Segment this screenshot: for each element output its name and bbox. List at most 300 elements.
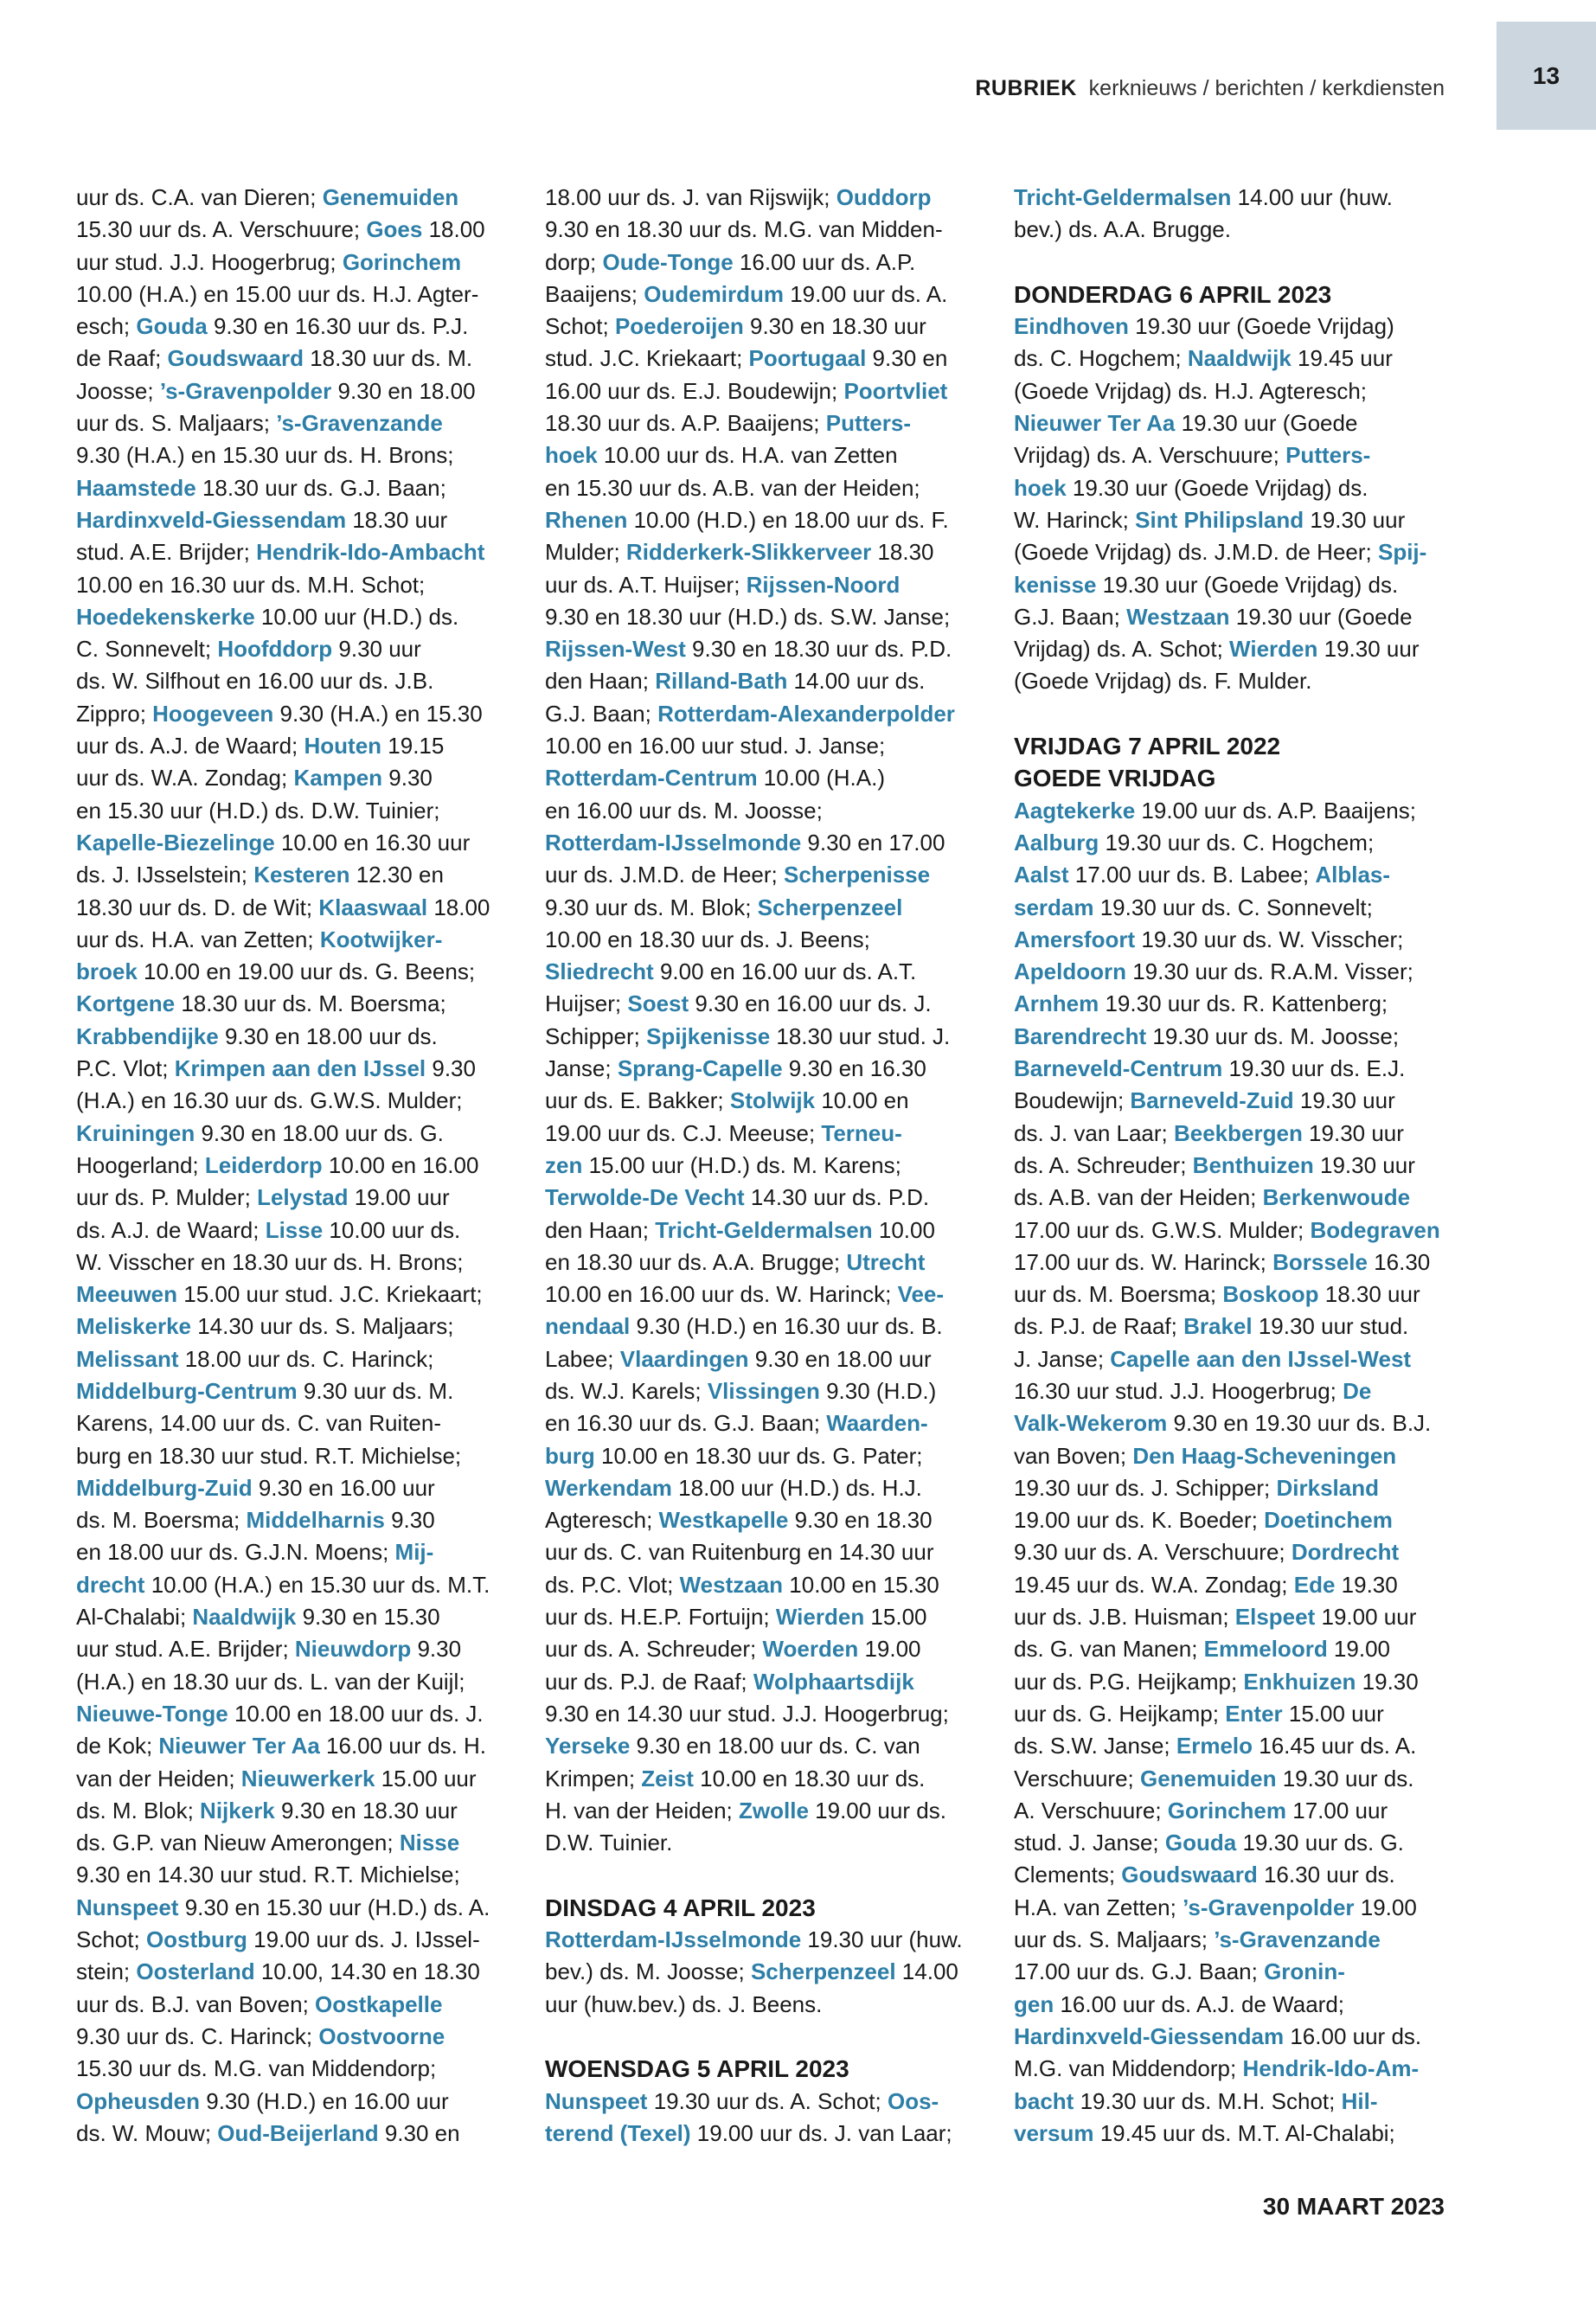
service-details: 19.00 — [1354, 1894, 1417, 1920]
service-details: 9.30 (H.A.) en 15.30 uur ds. H. Brons; — [76, 442, 454, 469]
place-name: Waarden- — [826, 1410, 928, 1437]
place-name: Stolwijk — [729, 1087, 816, 1114]
service-details: Vrijdag) ds. A. Schot; — [1014, 636, 1230, 663]
place-name: Hil- — [1341, 2087, 1378, 2114]
place-name: Arnhem — [1014, 990, 1099, 1017]
place-name: Klaaswaal — [318, 894, 428, 920]
text-line — [545, 375, 982, 407]
service-details: 14.00 — [895, 1958, 958, 1985]
service-details: 19.00 uur ds. A. — [783, 280, 948, 307]
service-details: Boudewijn; — [1014, 1087, 1131, 1114]
text-line — [545, 1569, 982, 1601]
service-details: 9.30 en 16.30 — [782, 1055, 926, 1082]
text-line — [545, 1440, 982, 1472]
text-line — [76, 1407, 513, 1439]
text-line — [76, 1666, 513, 1698]
service-details: ds. W.J. Karels; — [545, 1377, 708, 1404]
place-name: Oude-Tonge — [602, 248, 734, 275]
text-line — [76, 1859, 513, 1891]
service-details: uur ds. B.J. van Boven; — [76, 1990, 316, 2017]
service-details: 19.15 — [381, 733, 445, 760]
place-name: Genemuiden — [1139, 1765, 1277, 1791]
service-details: 9.30 en 14.30 uur stud. R.T. Michielse; — [76, 1862, 460, 1888]
text-line — [545, 182, 982, 214]
service-details: uur ds. S. Maljaars; — [1014, 1926, 1215, 1953]
text-line — [1014, 1472, 1451, 1504]
service-details: 15.00 — [864, 1604, 927, 1631]
service-details: ds. A.B. van der Heiden; — [1014, 1184, 1263, 1211]
text-line — [1014, 214, 1451, 246]
service-details: stein; — [76, 1958, 137, 1985]
place-name: Rotterdam-IJsselmonde — [545, 829, 802, 856]
place-name: Gouda — [1164, 1830, 1237, 1856]
service-details: H.A. van Zetten; — [1014, 1894, 1183, 1920]
text-line — [76, 375, 513, 407]
place-name: Sprang-Capelle — [617, 1055, 783, 1082]
place-name: Dirksland — [1276, 1474, 1380, 1501]
text-line — [545, 311, 982, 343]
service-details: 9.30 en 18.30 — [788, 1507, 933, 1534]
service-details: ds. G.P. van Nieuw Amerongen; — [76, 1830, 400, 1856]
service-details: 10.00 en 15.30 — [783, 1571, 939, 1598]
text-line — [76, 407, 513, 439]
service-details: uur ds. J.M.D. de Heer; — [545, 862, 784, 888]
text-line — [1014, 1666, 1451, 1698]
text-line — [76, 1118, 513, 1150]
service-details: uur ds. M. Boersma; — [1014, 1281, 1223, 1308]
service-details: 10.00 uur (H.D.) ds. — [254, 603, 459, 630]
text-line — [76, 536, 513, 568]
service-details: ds. J. IJsselstein; — [76, 862, 254, 888]
service-details: uur ds. E. Bakker; — [545, 1087, 730, 1114]
service-details: 9.30 — [384, 1507, 435, 1534]
text-line — [76, 214, 513, 246]
text-line — [1014, 2118, 1451, 2150]
service-details: 17.00 uur ds. G.W.S. Mulder; — [1014, 1216, 1311, 1243]
service-details: 18.00 uur ds. C. Harinck; — [178, 1345, 434, 1372]
text-line — [545, 569, 982, 601]
place-name: Bodegraven — [1310, 1216, 1440, 1243]
text-line — [545, 859, 982, 891]
text-line — [1014, 1827, 1451, 1859]
text-line — [545, 1666, 982, 1698]
text-line — [1014, 1633, 1451, 1665]
service-details: uur ds. J.B. Huisman; — [1014, 1604, 1235, 1631]
place-name: Rotterdam-Alexanderpolder — [657, 700, 955, 727]
service-details: 19.00 uur ds. J. IJssel- — [247, 1926, 480, 1953]
text-line — [545, 1472, 982, 1504]
text-line — [1014, 1375, 1451, 1407]
text-line — [76, 2086, 513, 2118]
service-details: 10.00 uur ds. H.A. van Zetten — [597, 442, 898, 469]
text-line — [76, 859, 513, 891]
service-details: Agteresch; — [545, 1507, 659, 1534]
service-details: Krimpen; — [545, 1765, 642, 1791]
place-name: nendaal — [545, 1313, 631, 1340]
service-details: 16.30 — [1367, 1248, 1431, 1275]
place-name: Utrecht — [846, 1248, 926, 1275]
place-name: Middelharnis — [246, 1507, 385, 1534]
text-line — [1014, 1763, 1451, 1795]
service-details: ds. W. Silfhout en 16.00 uur ds. J.B. — [76, 668, 434, 695]
place-name: Middelburg-Zuid — [76, 1474, 253, 1501]
service-details: en 18.30 uur ds. A.A. Brugge; — [545, 1248, 847, 1275]
text-line — [1014, 1118, 1451, 1150]
text-line — [1014, 1795, 1451, 1827]
service-details: W. Harinck; — [1014, 506, 1136, 533]
service-details: 9.30 uur ds. A. Verschuure; — [1014, 1539, 1292, 1566]
text-line — [545, 924, 982, 956]
text-line — [545, 472, 982, 504]
place-name: Hoogeveen — [152, 700, 274, 727]
text-line — [1014, 795, 1451, 827]
text-line — [1014, 472, 1451, 504]
service-details: 19.30 uur ds. R.A.M. Visser; — [1126, 958, 1413, 985]
place-name: Den Haag-Scheveningen — [1132, 1442, 1397, 1469]
place-name: hoek — [1014, 474, 1067, 501]
text-line — [76, 1536, 513, 1568]
service-details: Schot; — [545, 313, 615, 340]
service-details: Schipper; — [545, 1022, 647, 1049]
text-line — [76, 1085, 513, 1117]
service-details: van der Heiden; — [76, 1765, 241, 1791]
service-details: 19.00 uur ds. C.J. Meeuse; — [545, 1119, 822, 1146]
service-details: H. van der Heiden; — [545, 1797, 740, 1823]
text-line — [1014, 1021, 1451, 1053]
text-line — [76, 1633, 513, 1665]
text-line — [1014, 1215, 1451, 1247]
text-line — [545, 1021, 982, 1053]
service-details: ds. J. van Laar; — [1014, 1119, 1174, 1146]
text-line — [545, 762, 982, 794]
service-details: 19.30 uur (Goede Vrijdag) ds. — [1066, 474, 1368, 501]
place-name: Kootwijker- — [319, 926, 443, 952]
service-details: 9.30 en 18.00 uur ds. — [218, 1022, 438, 1049]
service-details: 9.30 — [426, 1055, 476, 1082]
service-details: 18.30 uur ds. M. Boersma; — [175, 990, 446, 1017]
text-line — [545, 601, 982, 633]
service-details: 9.30 uur ds. M. — [297, 1377, 454, 1404]
service-details: A. Verschuure; — [1014, 1797, 1168, 1823]
place-name: ’s-Gravenzande — [1214, 1926, 1381, 1953]
text-line — [76, 1924, 513, 1956]
place-name: Ede — [1293, 1571, 1336, 1598]
place-name: Kapelle-Biezelinge — [76, 829, 275, 856]
text-line — [1014, 1924, 1451, 1956]
day-heading: GOEDE VRIJDAG — [1014, 765, 1216, 792]
text-line — [545, 1053, 982, 1085]
text-line — [545, 795, 982, 827]
text-line — [76, 1730, 513, 1762]
service-details: 19.00 uur ds. A.P. Baaijens; — [1135, 797, 1416, 824]
text-line — [1014, 988, 1451, 1020]
text-line — [1014, 2053, 1451, 2085]
place-name: bacht — [1014, 2087, 1074, 2114]
service-details: 9.30 en 18.30 uur ds. M.G. van Midden- — [545, 216, 943, 243]
place-name: Nieuwdorp — [294, 1636, 412, 1663]
service-details: 18.30 uur stud. J. — [770, 1022, 951, 1049]
service-details: 9.30 (H.D.) en 16.30 uur ds. B. — [630, 1313, 943, 1340]
text-line — [76, 1472, 513, 1504]
service-details: 10.00, 14.30 en 18.30 — [254, 1958, 480, 1985]
place-name: Spijkenisse — [646, 1022, 771, 1049]
text-line — [76, 1827, 513, 1859]
service-details: 15.00 uur — [1282, 1700, 1384, 1727]
service-details: 9.30 — [382, 765, 433, 792]
place-name: Gorinchem — [1167, 1797, 1287, 1823]
place-name: hoek — [545, 442, 598, 469]
place-name: Vee- — [897, 1281, 945, 1308]
text-line — [76, 601, 513, 633]
service-details: ds. G. van Manen; — [1014, 1636, 1204, 1663]
service-details: den Haan; — [545, 1216, 656, 1243]
service-details: 16.45 uur ds. A. — [1253, 1733, 1417, 1759]
text-line — [76, 795, 513, 827]
place-name: Aagtekerke — [1014, 797, 1136, 824]
page-number: 13 — [1532, 61, 1561, 89]
place-name: drecht — [76, 1571, 145, 1598]
service-details: Baaijens; — [545, 280, 644, 307]
service-details: uur stud. A.E. Brijder; — [76, 1636, 295, 1663]
service-details: 18.30 uur ds. D. de Wit; — [76, 894, 319, 920]
place-name: Poortugaal — [748, 345, 867, 372]
text-line — [1014, 569, 1451, 601]
day-heading: VRIJDAG 7 APRIL 2022 — [1014, 733, 1281, 760]
service-details: (H.A.) en 18.30 uur ds. L. van der Kuijl; — [76, 1668, 465, 1695]
service-details: 15.30 uur ds. A. Verschuure; — [76, 216, 367, 243]
service-details: burg en 18.30 uur stud. R.T. Michielse; — [76, 1442, 462, 1469]
text-line — [1014, 182, 1451, 214]
service-details: 15.30 uur ds. M.G. van Middendorp; — [76, 2055, 437, 2082]
text-line — [1014, 1407, 1451, 1439]
text-line — [76, 439, 513, 471]
place-name: Wierden — [775, 1604, 865, 1631]
text-line — [76, 1279, 513, 1311]
service-details: en 15.30 uur ds. A.B. van der Heiden; — [545, 474, 920, 501]
text-line — [1014, 1892, 1451, 1924]
service-details: esch; — [76, 313, 137, 340]
place-name: Soest — [627, 990, 689, 1017]
text-line — [545, 665, 982, 697]
place-name: Oudemirdum — [644, 280, 784, 307]
place-name: Goudswaard — [1121, 1862, 1258, 1888]
place-name: Wierden — [1229, 636, 1318, 663]
place-name: Putters- — [825, 410, 911, 437]
text-line — [1014, 1536, 1451, 1568]
service-details: uur ds. C. van Ruitenburg en 14.30 uur — [545, 1539, 934, 1566]
service-details: ds. A. Schreuder; — [1014, 1151, 1193, 1178]
place-name: Krimpen aan den IJssel — [174, 1055, 426, 1082]
place-name: Wolphaartsdijk — [753, 1668, 914, 1695]
text-line — [76, 2021, 513, 2053]
text-line — [545, 698, 982, 730]
place-name: broek — [76, 958, 138, 985]
section-gap — [1014, 698, 1451, 730]
text-line — [545, 1182, 982, 1214]
text-line — [76, 1247, 513, 1279]
service-details: 15.00 uur stud. J.C. Kriekaart; — [177, 1281, 483, 1308]
place-name: Terwolde-De Vecht — [545, 1184, 745, 1211]
place-name: Woerden — [762, 1636, 859, 1663]
service-details: 10.00 (H.A.) en 15.30 uur ds. M.T. — [144, 1571, 490, 1598]
place-name: ’s-Gravenzande — [276, 410, 443, 437]
service-details: Al-Chalabi; — [76, 1604, 193, 1631]
service-details: 9.30 en 15.30 — [296, 1604, 440, 1631]
service-details: 16.00 uur ds. A.J. de Waard; — [1054, 1990, 1345, 2017]
service-details: (Goede Vrijdag) ds. J.M.D. de Heer; — [1014, 539, 1378, 566]
place-name: Westkapelle — [658, 1507, 789, 1534]
text-line — [1014, 407, 1451, 439]
service-details: 9.30 en 16.30 uur ds. P.J. — [207, 313, 469, 340]
text-line — [76, 1989, 513, 2021]
service-details: ds. M. Boersma; — [76, 1507, 247, 1534]
service-details: 16.00 uur ds. E.J. Boudewijn; — [545, 377, 844, 404]
place-name: Nunspeet — [76, 1894, 179, 1920]
service-details: 18.30 uur — [346, 506, 448, 533]
text-line — [545, 988, 982, 1020]
place-name: Eindhoven — [1014, 313, 1129, 340]
service-details: van Boven; — [1014, 1442, 1133, 1469]
text-line — [1014, 504, 1451, 536]
service-details: en 16.30 uur ds. G.J. Baan; — [545, 1410, 827, 1437]
text-line — [76, 279, 513, 311]
service-details: 10.00 (H.A.) en 15.00 uur ds. H.J. Agter- — [76, 280, 479, 307]
service-details: 9.30 (H.D.) en 16.00 uur — [200, 2087, 449, 2114]
service-details: 19.45 uur — [1291, 345, 1393, 372]
text-line — [1014, 439, 1451, 471]
service-details: 19.30 uur (Goede Vrijdag) ds. — [1096, 571, 1399, 598]
text-line — [545, 956, 982, 988]
service-details: 15.00 uur — [375, 1765, 477, 1791]
place-name: Rijssen-West — [545, 636, 686, 663]
service-details: 9.30 en 18.00 uur — [748, 1345, 932, 1372]
text-line — [1014, 1440, 1451, 1472]
service-details: uur ds. P. Mulder; — [76, 1184, 258, 1211]
place-name: Nieuwer Ter Aa — [1014, 410, 1176, 437]
text-line — [76, 1504, 513, 1536]
service-details: uur ds. P.J. de Raaf; — [545, 1668, 753, 1695]
place-name: Ermelo — [1176, 1733, 1253, 1759]
service-details: en 18.00 uur ds. G.J.N. Moens; — [76, 1539, 395, 1566]
place-name: Oostvoorne — [318, 2022, 445, 2049]
service-details: 16.30 uur stud. J.J. Hoogerbrug; — [1014, 1377, 1343, 1404]
service-details: 18.30 uur ds. M. — [304, 345, 473, 372]
place-name: Hendrik-Ido-Am- — [1242, 2055, 1420, 2082]
service-details: 19.30 uur ds. R. Kattenberg; — [1099, 990, 1388, 1017]
place-name: Mij- — [394, 1539, 434, 1566]
text-line — [1014, 1504, 1451, 1536]
text-line — [545, 1504, 982, 1536]
text-line — [76, 2053, 513, 2085]
text-line — [76, 665, 513, 697]
section-gap — [545, 1859, 982, 1891]
service-details: 19.30 uur — [1302, 1119, 1404, 1146]
text-line — [545, 1215, 982, 1247]
service-details: de Kok; — [76, 1733, 159, 1759]
text-line — [1014, 892, 1451, 924]
place-name: Sint Philipsland — [1135, 506, 1304, 533]
place-name: Vlaardingen — [619, 1345, 749, 1372]
text-line — [545, 536, 982, 568]
place-name: terend (Texel) — [545, 2119, 691, 2146]
place-name: Tricht-Geldermalsen — [655, 1216, 873, 1243]
service-details: 9.30 en 18.00 uur ds. G. — [195, 1119, 444, 1146]
place-name: Berkenwoude — [1262, 1184, 1411, 1211]
place-name: Dordrecht — [1291, 1539, 1400, 1566]
text-line — [76, 1021, 513, 1053]
text-line — [76, 762, 513, 794]
service-details: 19.00 uur — [1315, 1604, 1417, 1631]
text-line — [1014, 2021, 1451, 2053]
place-name: Aalst — [1014, 862, 1069, 888]
service-details: 18.00 — [427, 894, 490, 920]
place-name: Hoofddorp — [217, 636, 333, 663]
text-line — [545, 2086, 982, 2118]
text-line — [76, 1569, 513, 1601]
place-name: burg — [545, 1442, 595, 1469]
place-name: Westzaan — [1126, 603, 1230, 630]
text-line — [76, 1150, 513, 1182]
service-details: 9.30 en 17.00 — [801, 829, 945, 856]
text-line — [545, 1536, 982, 1568]
service-details: 12.30 en — [349, 862, 444, 888]
place-name: Rhenen — [545, 506, 628, 533]
service-details: Clements; — [1014, 1862, 1122, 1888]
column-1 — [76, 182, 513, 2150]
service-details: 14.00 uur ds. — [787, 668, 926, 695]
service-details: uur ds. A.J. de Waard; — [76, 733, 304, 760]
text-line — [545, 1085, 982, 1117]
service-details: 19.30 uur (huw. — [801, 1926, 963, 1953]
service-details: uur ds. A.T. Huijser; — [545, 571, 747, 598]
text-line — [1014, 343, 1451, 375]
place-name: Enkhuizen — [1243, 1668, 1356, 1695]
place-name: Emmeloord — [1203, 1636, 1328, 1663]
text-line — [545, 1956, 982, 1988]
service-details: ds. A.J. de Waard; — [76, 1216, 266, 1243]
text-line — [76, 1311, 513, 1343]
text-line — [1014, 1182, 1451, 1214]
place-name: Hardinxveld-Giessendam — [76, 506, 347, 533]
place-name: Gronin- — [1264, 1958, 1345, 1985]
service-details: 19.30 uur ds. E.J. — [1222, 1055, 1406, 1082]
place-name: Werkendam — [545, 1474, 672, 1501]
place-name: Spij- — [1377, 539, 1427, 566]
section-header — [865, 76, 1445, 101]
rubriek-label: RUBRIEK — [975, 76, 1077, 100]
service-details: 9.30 en — [866, 345, 948, 372]
day-heading: WOENSDAG 5 APRIL 2023 — [545, 2055, 849, 2083]
text-line — [76, 472, 513, 504]
service-details: de Raaf; — [76, 345, 168, 372]
service-details: ds. C. Hogchem; — [1014, 345, 1188, 372]
place-name: Terneu- — [821, 1119, 902, 1146]
text-line — [1014, 665, 1451, 697]
place-name: Doetinchem — [1264, 1507, 1393, 1534]
place-name: Oostburg — [145, 1926, 247, 1953]
service-details: 10.00 en 18.30 uur ds. J. Beens; — [545, 926, 870, 952]
text-line — [1014, 1279, 1451, 1311]
text-line — [76, 2118, 513, 2150]
text-line — [76, 247, 513, 279]
service-details: ds. P.J. de Raaf; — [1014, 1313, 1184, 1340]
service-details: 9.30 — [411, 1636, 462, 1663]
text-line — [545, 407, 982, 439]
text-line — [76, 633, 513, 665]
text-line — [76, 182, 513, 214]
service-details: 9.30 (H.D.) — [819, 1377, 937, 1404]
text-line — [76, 924, 513, 956]
